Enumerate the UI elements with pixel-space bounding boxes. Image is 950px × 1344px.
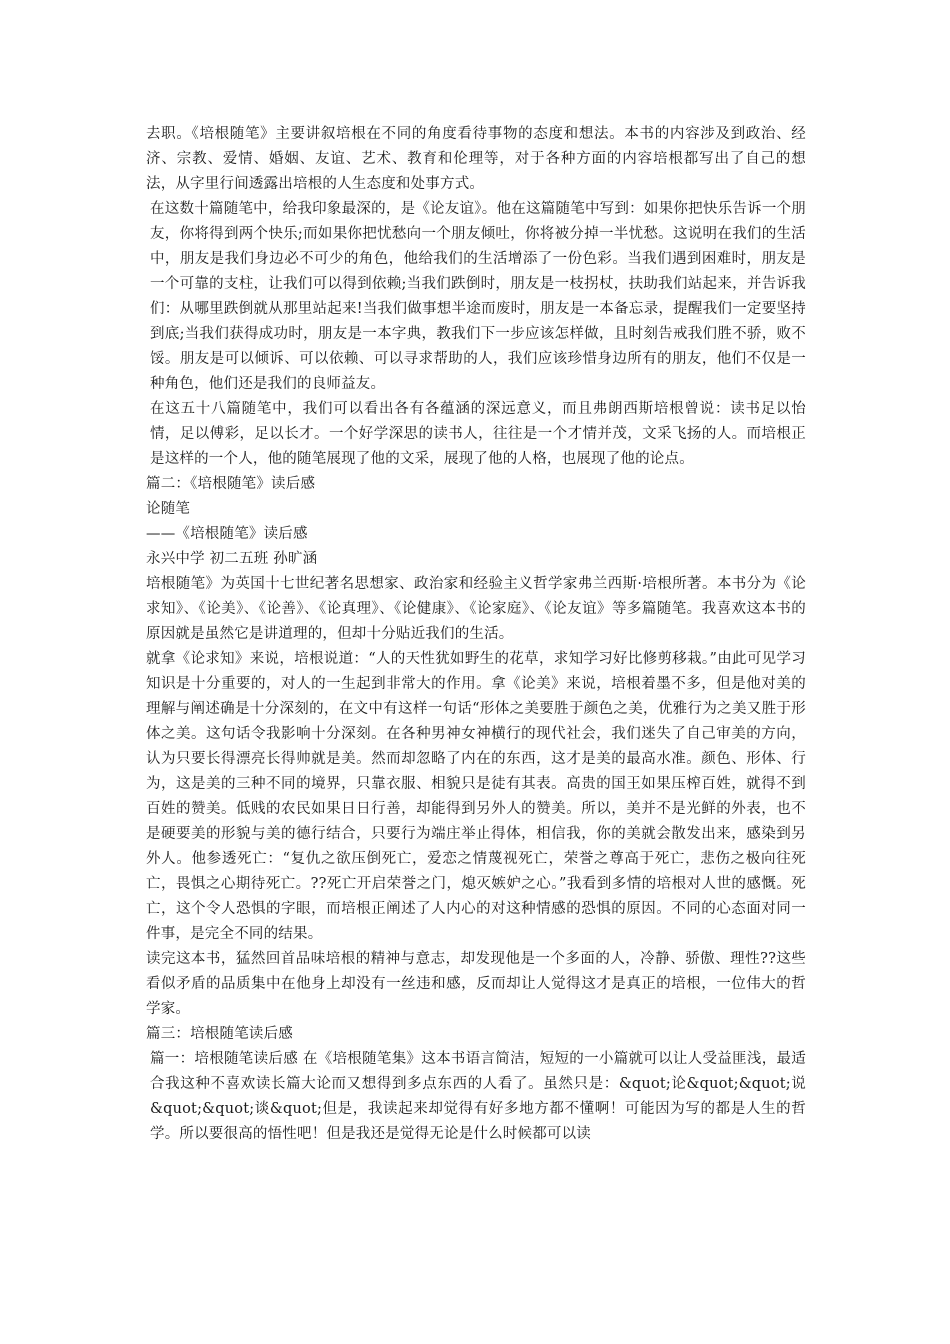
paragraph: 去职。《培根随笔》主要讲叙培根在不同的角度看待事物的态度和想法。本书的内容涉及到政治、经济、宗教、爱情、婚姻、友谊、艺术、教育和伦理等，对于各种方面的内容培根都写出了自己的想法，从字里行间透露出培根的人生态度和处事方式。 bbox=[146, 126, 806, 192]
paragraph: 篇一：培根随笔读后感 在《培根随笔集》这本书语言简洁，短短的一小篇就可以让人受益匪浅，最适合我这种不喜欢读长篇大论而又想得到多点东西的人看了。虽然只是：&quot;论&quot;&quot;说&quot;&quot;谈&quot;但是，我读起来却觉得有好多地方都不懂啊！可能因为写的都是人生的哲学。所以要很高的悟性吧！但是我还是觉得无论是什么时候都可以读 bbox=[150, 1051, 806, 1142]
section-heading: 篇二：《培根随笔》读后感 bbox=[146, 476, 316, 492]
paragraph: 在这数十篇随笔中，给我印象最深的，是《论友谊》。他在这篇随笔中写到：如果你把快乐告诉一个朋友，你将得到两个快乐;而如果你把忧愁向一个朋友倾吐，你将被分掉一半忧愁。这说明在我们的生活中，朋友是我们身边必不可少的角色，他给我们的生活增添了一份色彩。当我们遇到困难时，朋友是一个可靠的支柱，让我们可以得到依赖;当我们跌倒时，朋友是一枝拐杖，扶助我们站起来，并告诉我们：从哪里跌倒就从那里站起来!当我们做事想半途而废时，朋友是一本备忘录，提醒我们一定要坚持到底;当我们获得成功时，朋友是一本字典，教我们下一步应该怎样做，且时刻告戒我们胜不骄，败不馁。朋友是可以倾诉、可以依赖、可以寻求帮助的人，我们应该珍惜身边所有的朋友，他们不仅是一种角色，他们还是我们的良师益友。 bbox=[150, 201, 806, 392]
document-body bbox=[146, 122, 806, 1147]
paragraph: 在这五十八篇随笔中，我们可以看出各有各蕴涵的深远意义，而且弗朗西斯培根曾说：读书足以怡情，足以傅彩，足以长才。一个好学深思的读书人，往往是一个才情并茂，文采飞扬的人。而培根正是这样的一个人，他的随笔展现了他的文采，展现了他的人格，也展现了他的论点。 bbox=[150, 401, 806, 467]
paragraph: 读完这本书，猛然回首品味培根的精神与意志，却发现他是一个多面的人，冷静、骄傲、理性??这些看似矛盾的品质集中在他身上却没有一丝违和感，反而却让人觉得这才是真正的培根，一位伟大的哲学家。 bbox=[146, 951, 806, 1017]
essay-subtitle: ——《培根随笔》读后感 bbox=[146, 526, 308, 542]
paragraph: 培根随笔》为英国十七世纪著名思想家、政治家和经验主义哲学家弗兰西斯·培根所著。本书分为《论求知》、《论美》、《论善》、《论真理》、《论健康》、《论家庭》、《论友谊》等多篇随笔。我喜欢这本书的原因就是虽然它是讲道理的，但却十分贴近我们的生活。 bbox=[146, 576, 806, 642]
section-heading: 篇三：培根随笔读后感 bbox=[146, 1026, 293, 1042]
essay-title: 论随笔 bbox=[146, 501, 191, 517]
essay-author: 永兴中学 初二五班 孙旷涵 bbox=[146, 551, 318, 567]
paragraph: 就拿《论求知》来说，培根说道：“人的天性犹如野生的花草，求知学习好比修剪移栽。”由此可见学习知识是十分重要的，对人的一生起到非常大的作用。拿《论美》来说，培根着墨不多，但是他对美的理解与阐述确是十分深刻的，在文中有这样一句话“形体之美要胜于颜色之美，优雅行为之美又胜于形体之美。这句话令我影响十分深刻。在各种男神女神横行的现代社会，我们迷失了自己审美的方向，认为只要长得漂亮长得帅就是美。然而却忽略了内在的东西，这才是美的最高水准。颜色、形体、行为，这是美的三种不同的境界，只靠衣服、相貌只是徒有其表。高贵的国王如果压榨百姓，就得不到百姓的赞美。低贱的农民如果日日行善，却能得到另外人的赞美。所以，美并不是光鲜的外表，也不是硬要美的形貌与美的德行结合，只要行为端庄举止得体，相信我，你的美就会散发出来，感染到另外人。他参透死亡：“复仇之欲压倒死亡，爱恋之情蔑视死亡，荣誉之尊高于死亡，悲伤之极向往死亡，畏惧之心期待死亡。??死亡开启荣誉之门，熄灭嫉妒之心。”我看到多情的培根对人世的感慨。死亡，这个令人恐惧的字眼，而培根正阐述了人内心的对这种情感的恐惧的原因。不同的心态面对同一件事，是完全不同的结果。 bbox=[146, 651, 806, 942]
